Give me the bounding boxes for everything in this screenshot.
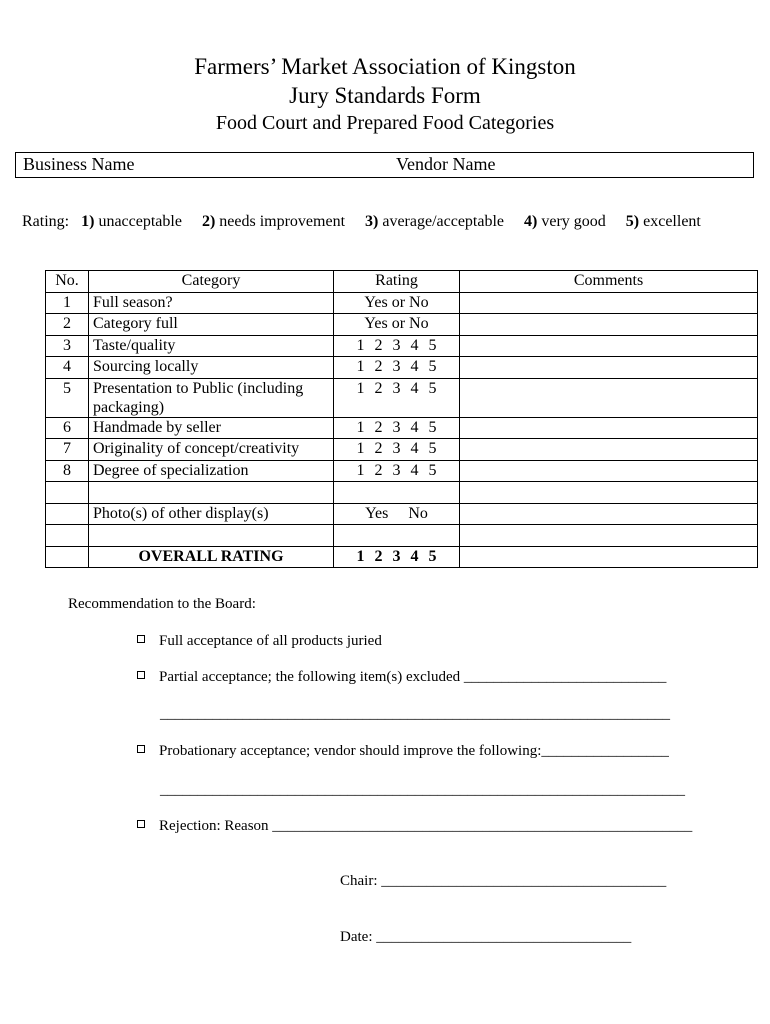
overall-rating-comments[interactable] bbox=[460, 546, 758, 568]
row-no: 1 bbox=[46, 292, 89, 314]
date-line[interactable]: Date: __________________________________ bbox=[340, 929, 632, 945]
table-header-row bbox=[46, 271, 758, 293]
rating-scale-legend bbox=[22, 213, 701, 231]
rating-scale-num-4: 4) bbox=[524, 213, 538, 230]
form-title: Farmers’ Market Association of Kingston bbox=[194, 54, 576, 79]
row-category: Degree of specialization bbox=[89, 460, 334, 482]
option-partial-acceptance[interactable] bbox=[137, 669, 666, 686]
row-no: 4 bbox=[46, 357, 89, 379]
business-name-label: Business Name bbox=[23, 154, 135, 174]
row-rating[interactable]: Yes or No bbox=[334, 292, 460, 314]
table-row bbox=[46, 439, 758, 461]
row-no: 5 bbox=[46, 378, 89, 417]
row-comments[interactable] bbox=[460, 357, 758, 379]
option-full-acceptance[interactable] bbox=[137, 633, 382, 650]
row-rating[interactable]: 1 2 3 4 5 bbox=[334, 378, 460, 417]
blank-cell bbox=[46, 546, 89, 568]
checkbox-icon[interactable] bbox=[137, 820, 145, 828]
rating-scale-text-5: excellent bbox=[643, 213, 701, 230]
name-box bbox=[15, 152, 754, 178]
row-rating[interactable]: 1 2 3 4 5 bbox=[334, 439, 460, 461]
rating-scale-text-4: very good bbox=[541, 213, 606, 230]
row-comments[interactable] bbox=[460, 292, 758, 314]
row-no: 3 bbox=[46, 335, 89, 357]
table-row bbox=[46, 357, 758, 379]
row-comments[interactable] bbox=[460, 417, 758, 439]
checkbox-icon[interactable] bbox=[137, 745, 145, 753]
recommendation-label: Recommendation to the Board: bbox=[68, 596, 256, 612]
row-rating[interactable]: 1 2 3 4 5 bbox=[334, 460, 460, 482]
form-category-heading: Food Court and Prepared Food Categories bbox=[215, 112, 555, 134]
blank-cell bbox=[46, 482, 89, 504]
row-rating[interactable]: 1 2 3 4 5 bbox=[334, 357, 460, 379]
row-category: Sourcing locally bbox=[89, 357, 334, 379]
row-category: Originality of concept/creativity bbox=[89, 439, 334, 461]
rating-scale-num-1: 1) bbox=[81, 213, 95, 230]
row-no: 2 bbox=[46, 314, 89, 336]
partial-acceptance-continuation-line[interactable]: ____________________________________________________________________ bbox=[160, 706, 670, 722]
row-category: Handmade by seller bbox=[89, 417, 334, 439]
overall-rating-label: OVERALL RATING bbox=[89, 546, 334, 568]
row-comments[interactable] bbox=[460, 460, 758, 482]
checkbox-icon[interactable] bbox=[137, 671, 145, 679]
table-row bbox=[46, 335, 758, 357]
probationary-continuation-line[interactable]: ______________________________________________________________________ bbox=[160, 782, 685, 798]
checkbox-icon[interactable] bbox=[137, 635, 145, 643]
row-rating[interactable]: Yes or No bbox=[334, 314, 460, 336]
row-comments[interactable] bbox=[460, 439, 758, 461]
vendor-name-label: Vendor Name bbox=[396, 154, 496, 174]
blank-cell bbox=[334, 482, 460, 504]
header-rating: Rating bbox=[334, 271, 460, 293]
photo-no[interactable]: No bbox=[408, 504, 428, 522]
row-no: 8 bbox=[46, 460, 89, 482]
photo-row-category: Photo(s) of other display(s) bbox=[89, 503, 334, 525]
overall-rating-row bbox=[46, 546, 758, 568]
photo-row-rating[interactable] bbox=[334, 503, 460, 525]
option-label: Probationary acceptance; vendor should improve the following:_________________ bbox=[159, 743, 669, 759]
header-category: Category bbox=[89, 271, 334, 293]
blank-cell bbox=[89, 525, 334, 547]
chair-signature-line[interactable]: Chair: ______________________________________ bbox=[340, 873, 667, 889]
row-category: Full season? bbox=[89, 292, 334, 314]
blank-cell bbox=[46, 525, 89, 547]
rating-scale-num-2: 2) bbox=[201, 213, 216, 230]
row-category: Category full bbox=[89, 314, 334, 336]
rating-scale-num-5: 5) bbox=[625, 213, 640, 230]
table-row bbox=[46, 460, 758, 482]
row-rating[interactable]: 1 2 3 4 5 bbox=[334, 417, 460, 439]
row-comments[interactable] bbox=[460, 314, 758, 336]
row-comments[interactable] bbox=[460, 378, 758, 417]
photo-row bbox=[46, 503, 758, 525]
blank-cell bbox=[334, 525, 460, 547]
row-category: Taste/quality bbox=[89, 335, 334, 357]
blank-cell[interactable] bbox=[460, 525, 758, 547]
option-probationary-acceptance[interactable] bbox=[137, 743, 669, 760]
blank-cell bbox=[89, 482, 334, 504]
option-label: Partial acceptance; the following item(s) excluded ___________________________ bbox=[159, 669, 667, 685]
blank-cell[interactable] bbox=[460, 482, 758, 504]
header-no: No. bbox=[46, 271, 89, 293]
header-comments: Comments bbox=[460, 271, 758, 293]
option-label: Rejection: Reason ________________________________________________________ bbox=[159, 818, 693, 834]
table-row bbox=[46, 378, 758, 417]
option-rejection[interactable] bbox=[137, 818, 692, 835]
option-label: Full acceptance of all products juried bbox=[159, 633, 382, 649]
row-no: 7 bbox=[46, 439, 89, 461]
overall-rating-scale[interactable]: 1 2 3 4 5 bbox=[334, 546, 460, 568]
row-rating[interactable]: 1 2 3 4 5 bbox=[334, 335, 460, 357]
table-row bbox=[46, 314, 758, 336]
rating-scale-num-3: 3) bbox=[365, 213, 379, 230]
table-row bbox=[46, 292, 758, 314]
jury-table bbox=[45, 270, 758, 568]
blank-cell bbox=[46, 503, 89, 525]
rating-scale-label: Rating: bbox=[22, 213, 70, 230]
row-category: Presentation to Public (including packaging) bbox=[89, 378, 334, 417]
photo-row-comments[interactable] bbox=[460, 503, 758, 525]
row-comments[interactable] bbox=[460, 335, 758, 357]
form-subtitle: Jury Standards Form bbox=[289, 83, 481, 108]
row-no: 6 bbox=[46, 417, 89, 439]
table-blank-row bbox=[46, 525, 758, 547]
table-blank-row bbox=[46, 482, 758, 504]
table-row bbox=[46, 417, 758, 439]
rating-scale-text-2: needs improvement bbox=[219, 213, 346, 230]
rating-scale-text-1: unacceptable bbox=[98, 213, 182, 230]
photo-yes[interactable]: Yes bbox=[365, 504, 389, 522]
rating-scale-text-3: average/acceptable bbox=[382, 213, 505, 230]
